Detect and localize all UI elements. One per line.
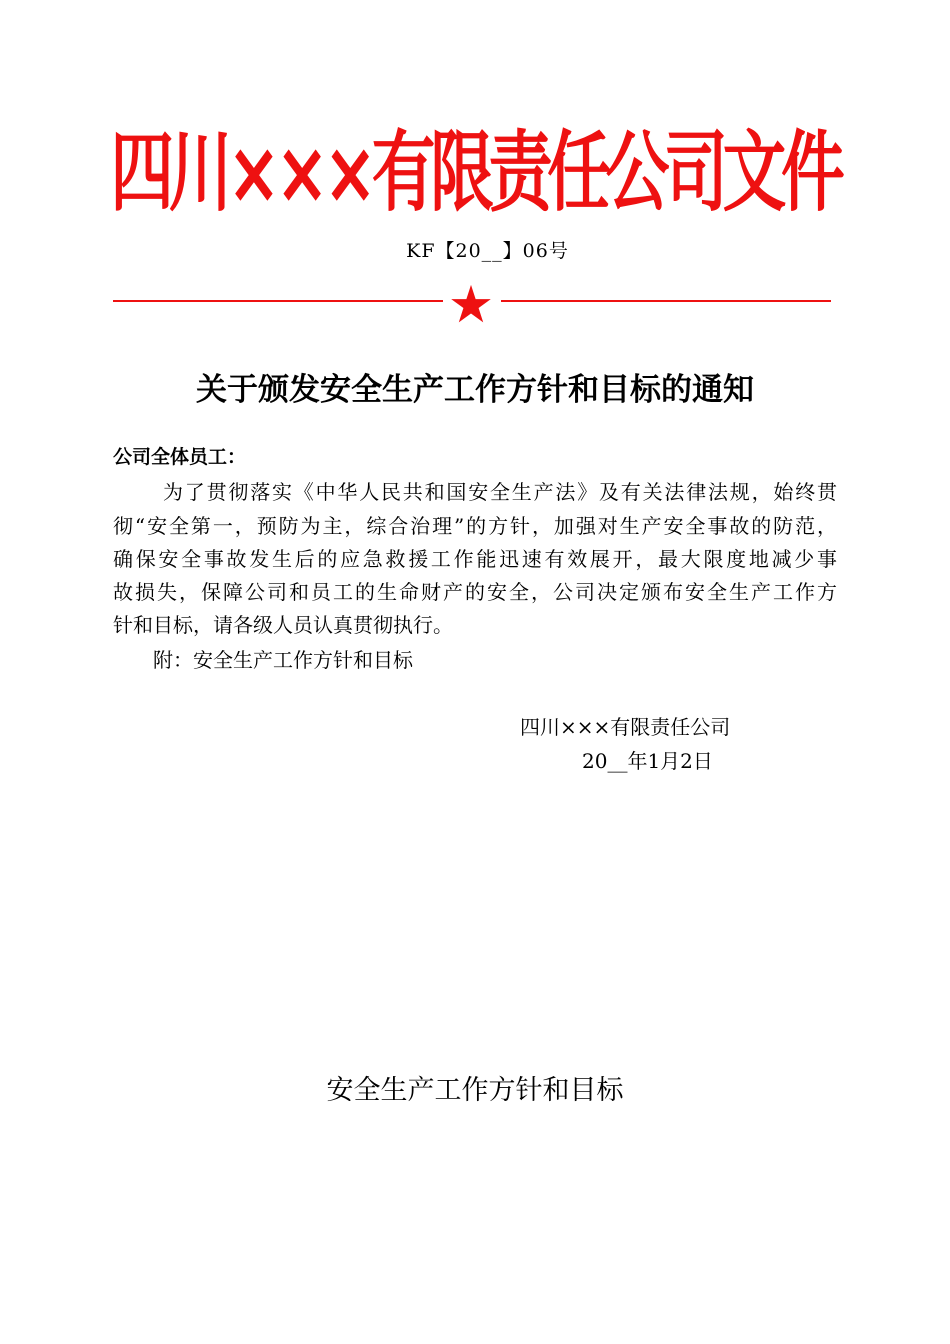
divider-line-left bbox=[113, 300, 443, 302]
star-icon bbox=[448, 284, 494, 324]
signature-date: 20__年1月2日 bbox=[582, 749, 713, 773]
document-number: KF【20__】06号 bbox=[406, 240, 569, 262]
body-line: 故损失，保障公司和员工的生命财产的安全，公司决定颁布安全生产工作方 bbox=[113, 580, 837, 604]
signature-company: 四川×××有限责任公司 bbox=[520, 715, 731, 739]
attachment-note: 附：安全生产工作方针和目标 bbox=[153, 648, 413, 672]
notice-title: 关于颁发安全生产工作方针和目标的通知 bbox=[196, 372, 754, 408]
body-line: 为了贯彻落实《中华人民共和国安全生产法》及有关法律法规，始终贯 bbox=[163, 480, 837, 504]
masthead-title: 四川×××有限责任公司文件 bbox=[110, 122, 840, 224]
body-line: 彻“安全第一，预防为主，综合治理”的方针，加强对生产安全事故的防范， bbox=[113, 514, 837, 538]
appendix-title: 安全生产工作方针和目标 bbox=[326, 1075, 624, 1106]
divider-line-right bbox=[501, 300, 831, 302]
body-line: 针和目标，请各级人员认真贯彻执行。 bbox=[113, 613, 453, 637]
body-line: 确保安全事故发生后的应急救援工作能迅速有效展开，最大限度地减少事 bbox=[113, 547, 837, 571]
salutation: 公司全体员工： bbox=[113, 446, 247, 468]
